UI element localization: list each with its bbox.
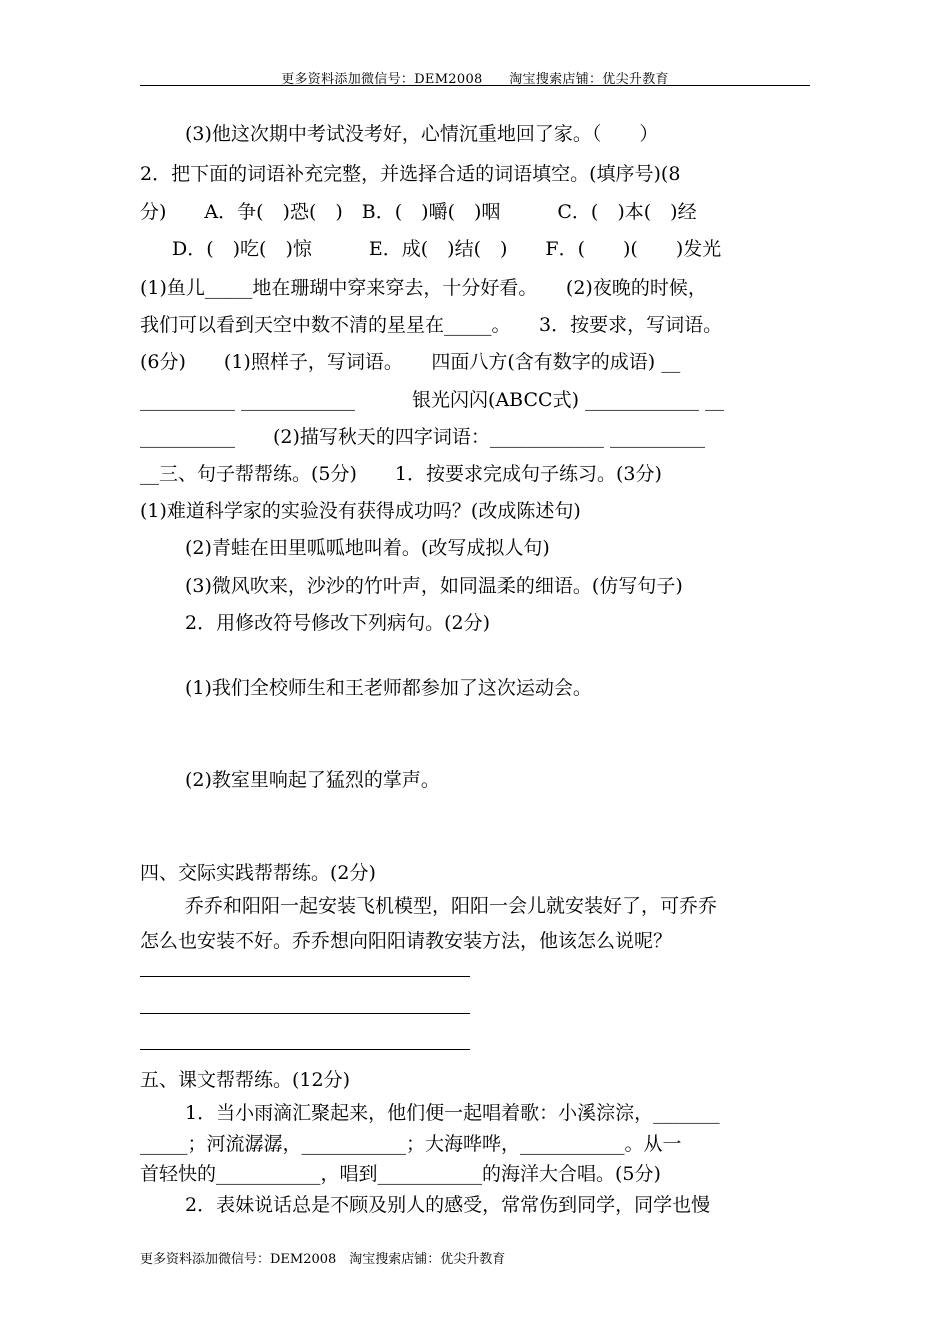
answer-line-2 bbox=[140, 1013, 470, 1014]
page-header: 更多资料添加微信号：DEM2008 淘宝搜索店铺：优尖升教育 bbox=[281, 72, 669, 87]
section-5-q1-line-2: _____；河流潺潺，___________；大海哗哗，___________。从一 bbox=[140, 1133, 682, 1155]
sentence-item-3: (3)微风吹来，沙沙的竹叶声，如同温柔的细语。(仿写句子) bbox=[185, 575, 683, 597]
section-5-q2-line-1: 2．表妹说话总是不顾及别人的感受，常常伤到同学，同学也慢 bbox=[185, 1194, 711, 1216]
q2-fill-line-2: 我们可以看到天空中数不清的星星在_____。 3．按要求，写词语。 bbox=[140, 314, 723, 336]
header-divider bbox=[140, 85, 810, 86]
answer-line-1 bbox=[140, 976, 470, 977]
q3-line-1: (6分) (1)照样子，写词语。 四面八方(含有数字的成语) __ bbox=[140, 351, 681, 373]
q3-line-3: __________ (2)描写秋天的四字词语：____________ __________ bbox=[140, 426, 705, 448]
correction-item-1: (1)我们全校师生和王老师都参加了这次运动会。 bbox=[185, 677, 592, 699]
q2-options-abc: 分) A．争( )恐( ) B．( )嚼( )咽 C．( )本( )经 bbox=[140, 201, 697, 223]
section-4-heading: 四、交际实践帮帮练。(2分) bbox=[140, 862, 376, 884]
q3-line-2: __________ ____________ 银光闪闪(ABCC式) ____________ __ bbox=[140, 389, 725, 411]
sentence-item-2: (2)青蛙在田里呱呱地叫着。(改写成拟人句) bbox=[185, 537, 550, 559]
section-5-q1-line-1: 1．当小雨滴汇聚起来，他们便一起唱着歌：小溪淙淙，_______ bbox=[185, 1102, 720, 1124]
q1-item-3: (3)他这次期中考试没考好，心情沉重地回了家。（ ） bbox=[185, 123, 659, 145]
section-3-heading: __三、句子帮帮练。(5分) 1．按要求完成句子练习。(3分) bbox=[140, 463, 662, 485]
section-5-heading: 五、课文帮帮练。(12分) bbox=[140, 1069, 351, 1091]
page-footer: 更多资料添加微信号：DEM2008 淘宝搜索店铺：优尖升教育 bbox=[140, 1252, 506, 1267]
section-4-text-1: 乔乔和阳阳一起安装飞机模型，阳阳一会儿就安装好了，可乔乔 bbox=[185, 895, 718, 917]
q2-prompt: 2．把下面的词语补充完整，并选择合适的词语填空。(填序号)(8 bbox=[140, 163, 681, 185]
q2-fill-line-1: (1)鱼儿_____地在珊瑚中穿来穿去，十分好看。 (2)夜晚的时候， bbox=[140, 277, 707, 299]
correction-item-2: (2)教室里响起了猛烈的掌声。 bbox=[185, 769, 440, 791]
sentence-item-1: (1)难道科学家的实验没有获得成功吗？(改成陈述句) bbox=[140, 500, 581, 522]
answer-line-3 bbox=[140, 1049, 470, 1050]
q2-options-def: D．( )吃( )惊 E．成( )结( ) F．( )( )发光 bbox=[172, 238, 722, 260]
section-4-text-2: 怎么也安装不好。乔乔想向阳阳请教安装方法，他该怎么说呢？ bbox=[140, 930, 673, 952]
correction-prompt: 2．用修改符号修改下列病句。(2分) bbox=[185, 612, 491, 634]
section-5-q1-line-3: 首轻快的___________，唱到___________的海洋大合唱。(5分) bbox=[140, 1163, 661, 1185]
